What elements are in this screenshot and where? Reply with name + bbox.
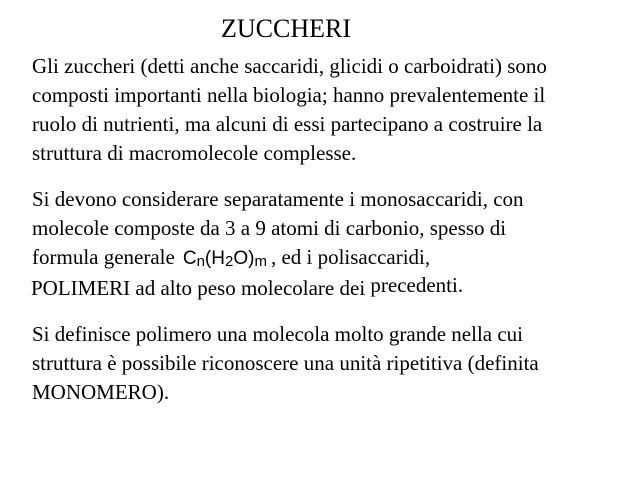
intro-paragraph — [32, 52, 632, 168]
formula-oxygen: O) — [233, 248, 255, 269]
polymers-line-start: POLIMERI ad alto peso molecolare dei — [31, 276, 366, 300]
formula-prefix: formula generale — [32, 245, 175, 269]
formula-suffix: , ed i polisaccaridi, — [270, 245, 431, 269]
page-title: ZUCCHERI — [221, 14, 351, 43]
formula-line — [32, 243, 632, 274]
intro-line: ruolo di nutrienti, ma alcuni di essi partecipano a costruire la — [32, 112, 543, 136]
polymers-line-end: precedenti. — [370, 273, 464, 297]
mono-line: Si devono considerare separatamente i monosaccaridi, con — [32, 187, 524, 211]
intro-line: Gli zuccheri (detti anche saccaridi, glicidi o carboidrati) sono — [32, 54, 547, 78]
definition-line: MONOMERO). — [32, 380, 170, 404]
polymers-line — [31, 274, 632, 303]
definition-line: Si definisce polimero una molecola molto grande nella cui — [32, 322, 524, 346]
general-formula — [183, 245, 267, 269]
definition-line: struttura è possibile riconoscere una unità ripetitiva (definita — [32, 351, 539, 375]
monosaccharides-paragraph — [32, 185, 632, 303]
mono-line: molecole composte da 3 a 9 atomi di carbonio, spesso di — [32, 216, 507, 240]
polymer-definition-paragraph — [32, 320, 632, 407]
formula-subscript-2: 2 — [224, 253, 234, 270]
intro-line: composti importanti nella biologia; hanno prevalentemente il — [32, 83, 546, 107]
formula-carbon: C — [182, 248, 197, 269]
intro-line: struttura di macromolecole complesse. — [32, 141, 357, 165]
formula-subscript-n: n — [196, 253, 205, 270]
formula-hydrogen: (H — [204, 248, 225, 269]
formula-subscript-m: m — [254, 253, 267, 270]
